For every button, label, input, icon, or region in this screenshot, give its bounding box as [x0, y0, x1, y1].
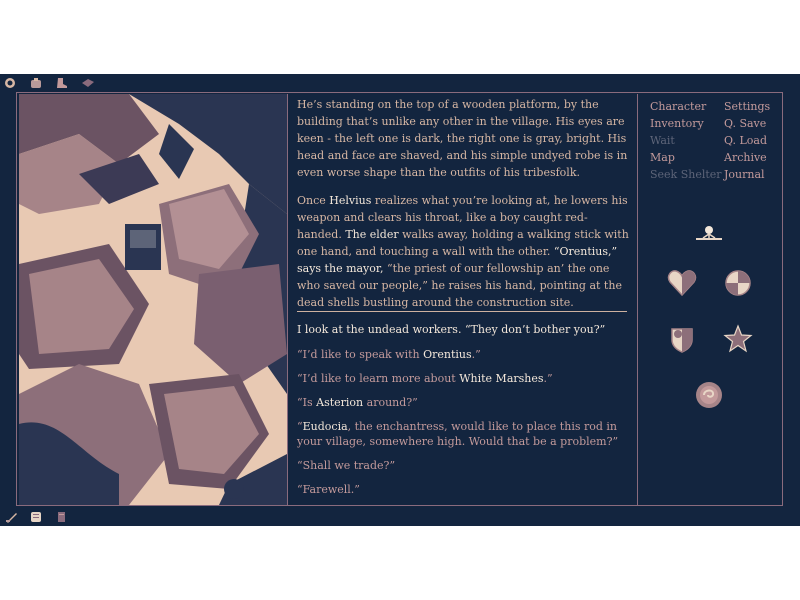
menu-inventory[interactable]: Inventory	[650, 117, 704, 130]
star-icon[interactable]	[723, 324, 753, 354]
narrative-paragraph-2: Once Helvius realizes what you’re looking at, he lowers his weapon and clears his throat, like a boy caught red-handed. The elder walks away, holding a walking stick with one hand, and touching a wall with the other. “Orentius,” says the mayor, “the priest of our fellowship an’ the one who saved our people,” he raises his hand, pointing at the dead shells bustling around the construction site.	[297, 194, 629, 309]
choice-asterion[interactable]: “Is Asterion around?”	[297, 396, 418, 409]
menu-map[interactable]: Map	[650, 151, 675, 164]
menu-archive[interactable]: Archive	[724, 151, 767, 164]
choice-farewell[interactable]: “Farewell.”	[297, 483, 360, 496]
choice-trade[interactable]: “Shall we trade?”	[297, 459, 396, 472]
text-separator	[297, 311, 627, 312]
narrative-paragraph-1: He’s standing on the top of a wooden platform, by the building that’s unlike any other in the village. His eyes are keen - the left one is dark, the right one is gray, bright. His head and face are shaved, and his simple undyed robe is in even worse shape than the outfits of his tribesfolk.	[297, 98, 628, 179]
scroll-icon[interactable]	[29, 511, 43, 523]
menu-character[interactable]: Character	[650, 100, 707, 113]
sword-icon[interactable]	[5, 511, 19, 523]
mood-icon[interactable]	[3, 77, 17, 89]
menu-wait[interactable]: Wait	[650, 134, 675, 147]
coin-icon[interactable]	[694, 380, 724, 410]
divider-right	[637, 94, 638, 505]
divider-left	[287, 94, 288, 505]
top-toolbar	[0, 74, 800, 92]
name-helvius: Helvius	[329, 194, 372, 207]
shield-icon[interactable]	[667, 324, 697, 354]
pie-icon[interactable]	[723, 268, 753, 298]
scene-illustration	[19, 94, 287, 505]
menu-settings[interactable]: Settings	[724, 100, 771, 113]
dialogue-choices	[297, 322, 631, 506]
notes-icon[interactable]	[55, 511, 69, 523]
choice-eudocia-rod[interactable]: “Eudocia, the enchantress, would like to place this rod in your village, somewhere high. Would that be a problem?”	[297, 420, 619, 448]
menu-left-column	[650, 98, 722, 183]
sunrise-icon[interactable]	[694, 222, 724, 242]
menu-journal[interactable]: Journal	[724, 168, 765, 181]
boot-icon[interactable]	[55, 77, 69, 89]
heart-icon[interactable]	[667, 268, 697, 298]
bottom-toolbar	[0, 507, 800, 526]
menu-seek-shelter[interactable]: Seek Shelter	[650, 168, 722, 181]
narrative-text	[297, 96, 631, 322]
choice-white-marshes[interactable]: “I’d like to learn more about White Marshes.”	[297, 372, 553, 385]
bag-icon[interactable]	[29, 77, 43, 89]
name-elder: The elder	[345, 228, 399, 241]
book-icon[interactable]	[81, 77, 95, 89]
menu-quick-save[interactable]: Q. Save	[724, 117, 767, 130]
menu-right-column	[724, 98, 770, 183]
menu-quick-load[interactable]: Q. Load	[724, 134, 767, 147]
dialogue-question: I look at the undead workers. “They don’t bother you?”	[297, 323, 606, 336]
quote-orentius: “Orentius,” says the mayor,	[297, 245, 618, 275]
choice-speak-orentius[interactable]: “I’d like to speak with Orentius.”	[297, 348, 481, 361]
